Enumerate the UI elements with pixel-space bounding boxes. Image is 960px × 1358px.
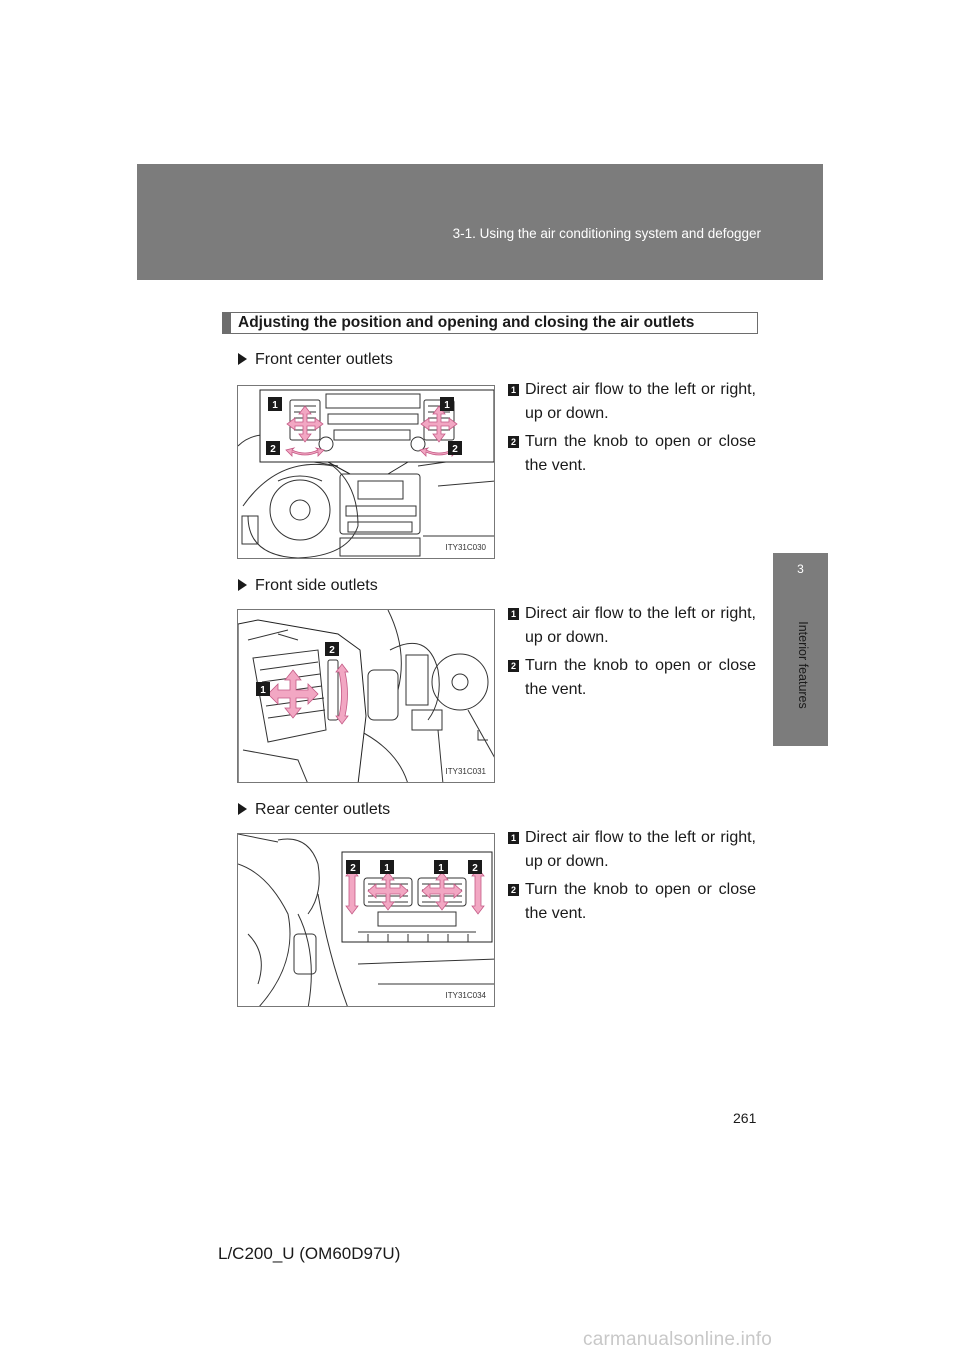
figure-rear-center-outlets <box>237 833 495 1007</box>
callout-2-right: 2 <box>472 863 478 874</box>
callout-2-right: 2 <box>452 444 458 455</box>
step-text: Turn the knob to open or close the vent. <box>525 881 756 922</box>
steps-rear-center <box>508 826 756 930</box>
step-item <box>508 654 756 702</box>
steps-front-side <box>508 602 756 706</box>
step-badge-icon: 2 <box>508 884 519 896</box>
step-text: Direct air flow to the left or right, up or down. <box>525 829 756 870</box>
figure-code: ITY31C030 <box>445 543 486 552</box>
triangle-bullet-icon <box>238 353 247 365</box>
model-code: L/C200_U (OM60D97U) <box>218 1244 401 1263</box>
callout-1-right: 1 <box>444 400 450 411</box>
callout-1-right: 1 <box>438 863 444 874</box>
subheading-rear-center: Rear center outlets <box>238 801 390 819</box>
step-item <box>508 602 756 650</box>
triangle-bullet-icon <box>238 803 247 815</box>
breadcrumb: 3-1. Using the air conditioning system and defogger <box>452 226 761 241</box>
step-badge-icon: 2 <box>508 660 519 672</box>
dashboard-illustration <box>238 386 495 559</box>
chapter-label: Interior features <box>796 621 810 709</box>
step-item <box>508 878 756 926</box>
subheading-front-center: Front center outlets <box>238 351 393 369</box>
page-number: 261 <box>733 1110 757 1126</box>
step-text: Direct air flow to the left or right, up or down. <box>525 381 756 422</box>
step-badge-icon: 2 <box>508 436 519 448</box>
callout-1-left: 1 <box>272 400 278 411</box>
subheading-front-side: Front side outlets <box>238 577 378 595</box>
step-item <box>508 378 756 426</box>
step-text: Turn the knob to open or close the vent. <box>525 657 756 698</box>
step-badge-icon: 1 <box>508 384 519 396</box>
section-title: Adjusting the position and opening and closing the air outlets <box>238 314 695 331</box>
step-text: Direct air flow to the left or right, up or down. <box>525 605 756 646</box>
callout-1: 1 <box>260 685 266 696</box>
section-title-box <box>222 312 758 334</box>
figure-code: ITY31C031 <box>445 767 486 776</box>
figure-front-side-outlets <box>237 609 495 783</box>
step-item <box>508 430 756 478</box>
step-badge-icon: 1 <box>508 608 519 620</box>
triangle-bullet-icon <box>238 579 247 591</box>
figure-code: ITY31C034 <box>445 991 486 1000</box>
step-badge-icon: 1 <box>508 832 519 844</box>
steps-front-center <box>508 378 756 482</box>
chapter-header-band <box>137 164 823 280</box>
callout-2-left: 2 <box>270 444 276 455</box>
side-vent-illustration <box>238 610 495 783</box>
callout-2: 2 <box>329 645 335 656</box>
callout-1-left: 1 <box>384 863 390 874</box>
step-item <box>508 826 756 874</box>
figure-front-center-outlets <box>237 385 495 559</box>
site-watermark[interactable]: carmanualsonline.info <box>583 1329 773 1350</box>
step-text: Turn the knob to open or close the vent. <box>525 433 756 474</box>
callout-2-left: 2 <box>350 863 356 874</box>
rear-console-illustration <box>238 834 495 1007</box>
chapter-number: 3 <box>797 562 804 576</box>
